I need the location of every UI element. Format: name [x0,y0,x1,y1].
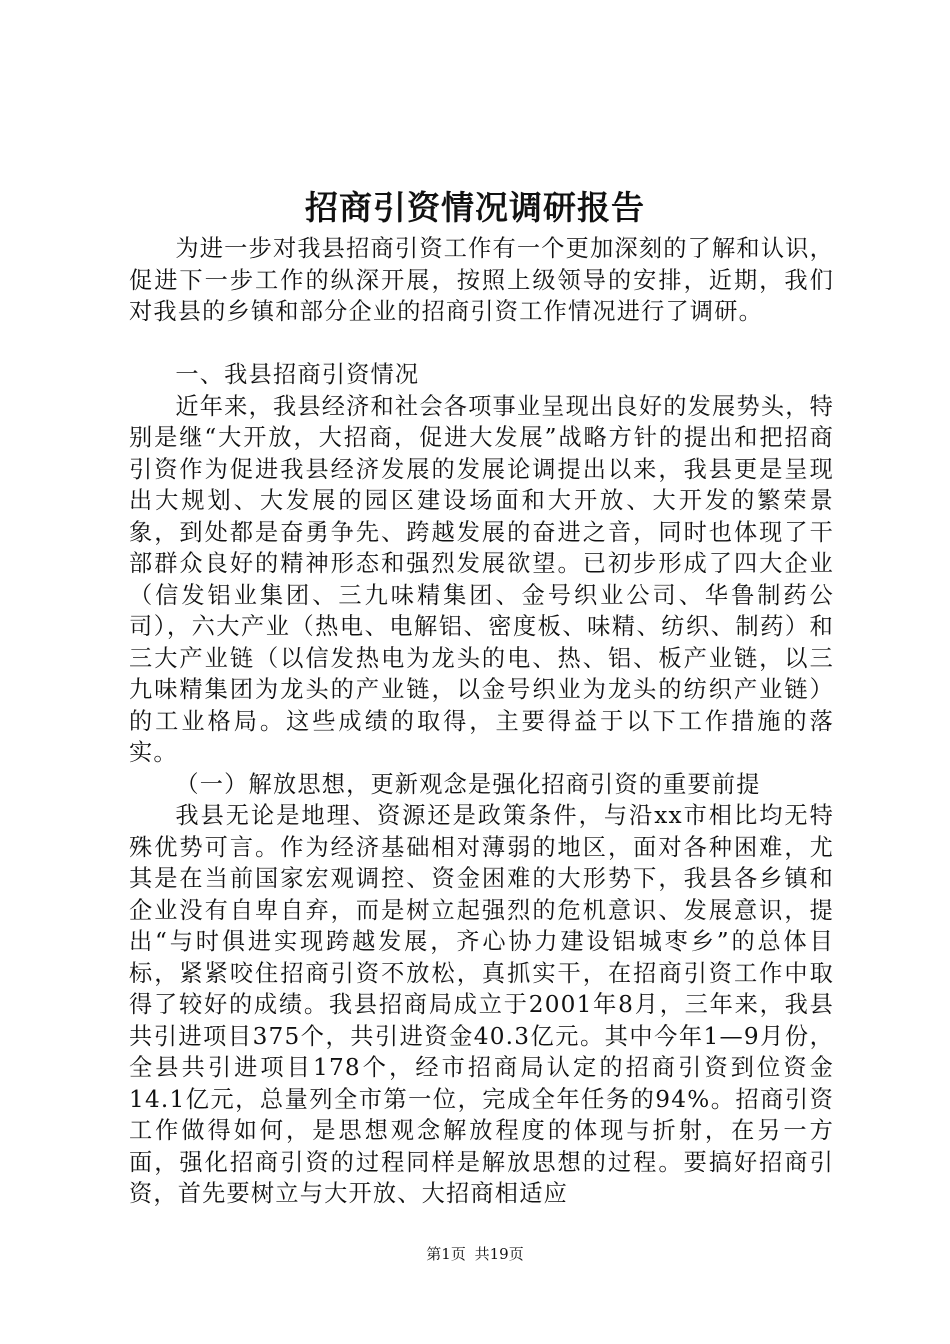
page-footer [0,1244,950,1264]
document-body [129,233,834,1210]
section-paragraph: 近年来，我县经济和社会各项事业呈现出良好的发展势头，特别是继“大开放，大招商，促进大发展”战略方针的提出和把招商引资作为促进我县经济发展的发展论调提出以来，我县更是呈现出大规划、大发展的园区建设场面和大开放、大开发的繁荣景象，到处都是奋勇争先、跨越发展的奋进之音，同时也体现了干部群众良好的精神形态和强烈发展欲望。已初步形成了四大企业（信发铝业集团、三九味精集团、金号织业公司、华鲁制药公司），六大产业（热电、电解铝、密度板、味精、纺织、制药）和三大产业链（以信发热电为龙头的电、热、铝、板产业链，以三九味精集团为龙头的产业链，以金号织业为龙头的纺织产业链）的工业格局。这些成绩的取得，主要得益于以下工作措施的落实。 [129,392,834,766]
page-number: 第1页 [426,1245,466,1263]
subsection-heading: （一）解放思想，更新观念是强化招商引资的重要前提 [175,770,761,798]
section-heading: 一、我县招商引资情况 [175,361,420,388]
document-title: 招商引资情况调研报告 [305,188,645,227]
subsection-paragraph: 我县无论是地理、资源还是政策条件，与沿xx市相比均无特殊优势可言。作为经济基础相对薄弱的地区，面对各种困难，尤其是在当前国家宏观调控、资金困难的大形势下，我县各乡镇和企业没有自卑自弃，而是树立起强烈的危机意识、发展意识，提出“与时俱进实现跨越发展，齐心协力建设铝城枣乡”的总体目标，紧紧咬住招商引资不放松，真抓实干，在招商引资工作中取得了较好的成绩。我县招商局成立于2001年8月，三年来，我县共引进项目375个，共引进资金40.3亿元。其中今年1—9月份，全县共引进项目178个，经市招商局认定的招商引资到位资金14.1亿元，总量列全市第一位，完成全年任务的94%。招商引资工作做得如何，是思想观念解放程度的体现与折射，在另一方面，强化招商引资的过程同样是解放思想的过程。要搞好招商引资，首先要树立与大开放、大招商相适应 [129,802,834,1207]
total-pages: 共19页 [474,1245,524,1263]
intro-paragraph: 为进一步对我县招商引资工作有一个更加深刻的了解和认识，促进下一步工作的纵深开展，按照上级领导的安排，近期，我们对我县的乡镇和部分企业的招商引资工作情况进行了调研。 [129,235,834,325]
paragraph-gap [129,328,834,360]
